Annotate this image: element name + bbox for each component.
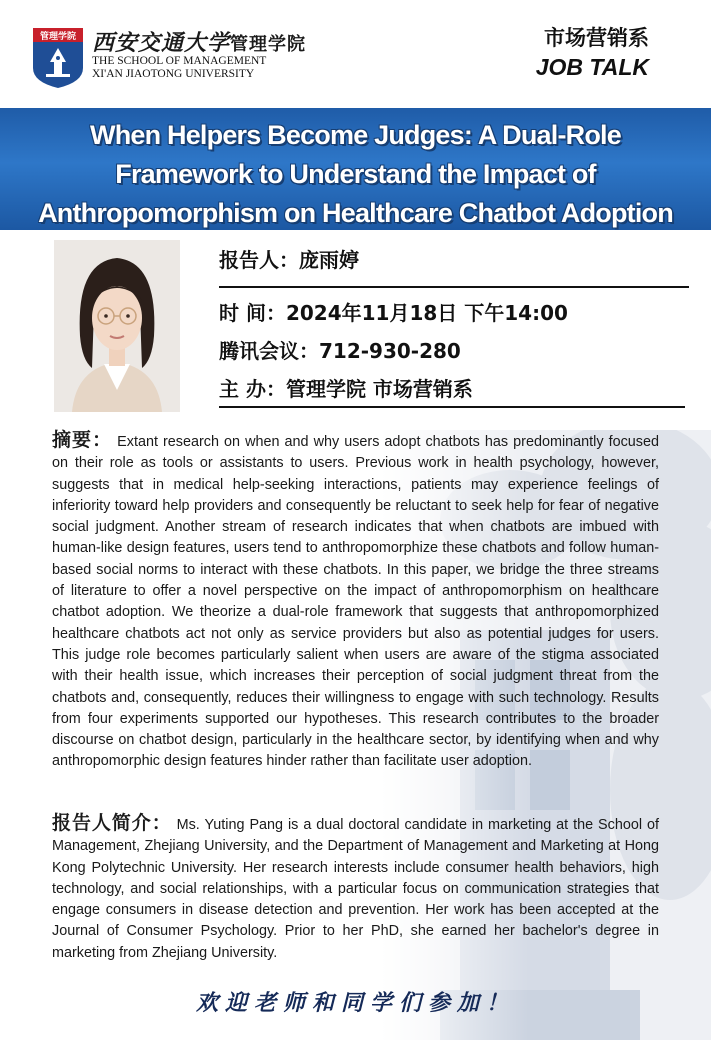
- welcome-message: 欢迎老师和同学们参加！: [195, 990, 515, 1016]
- speaker-portrait-icon: [54, 240, 180, 412]
- talk-title: [0, 116, 711, 233]
- talk-title-line2: Framework to Understand the Impact of: [115, 159, 596, 189]
- abstract-label: 摘要：: [52, 429, 113, 451]
- logo-text: 管理学院: [39, 32, 77, 42]
- abstract-section: [52, 430, 659, 773]
- bio-section: [52, 813, 659, 964]
- meeting-id: 腾讯会议：712-930-280: [219, 339, 461, 363]
- abstract-text: Extant research on when and why users adopt chatbots has predominantly focused on their role as tools or assistants to users. Previous work in health psychology, however, suggests that in medical help-seeking interactions, patients may experience feelings of inferiority toward help providers and consequently be reluctant to seek help for fear of negative social judgment. Another stream of research indicates that when chatbots are imbued with human-like design features, users tend to anthropomorphize these chatbots and follow human-based social norms to interact with these chatbots. In this paper, we bridge the three streams of literature to offer a novel perspective on the impact of anthropomorphism on healthcare chatbot adoption. We theorize a dual-role framework that suggests that anthropomorphized healthcare chatbots act not only as service providers but also as potential judges for users. This judge role becomes particularly salient when users are aware of the stigma associated with their health issue, which increases their perception of social judgment threat from the chatbots and, consequently, reduces their willingness to engage with such technology. Results from four experiments supported our hypotheses. This research contributes to the broader discourse on chatbot design, particularly in the healthcare sector, by identifying when and why anthropomorphic design features hinder rather than facilitate user adoption.: [52, 434, 659, 770]
- speaker-photo: [54, 240, 180, 412]
- speaker-name: 报告人：庞雨婷: [219, 248, 359, 272]
- department-title: 市场营销系: [544, 26, 649, 50]
- header: [0, 0, 711, 108]
- talk-title-line1: When Helpers Become Judges: A Dual-Role: [90, 120, 621, 150]
- divider: [219, 406, 685, 408]
- host-org: 主 办：管理学院 市场营销系: [219, 377, 473, 401]
- title-banner: [0, 108, 711, 230]
- bio-text: Ms. Yuting Pang is a dual doctoral candidate in marketing at the School of Management, Zhejiang University, and the Department of Management and Marketing at Hong Kong Polytechnic University. Her research interests include consumer health behaviors, high technology, and social relationships, with a particular focus on communication strategies that engage consumers in disease detection and prevention. Her work has been accepted at the Journal of Consumer Psychology. Prior to her PhD, she earned her bachelor's degree in marketing from Zhejiang University.: [52, 817, 660, 961]
- school-name-en-line2: XI'AN JIAOTONG UNIVERSITY: [92, 68, 255, 80]
- school-name-college: 管理学院: [230, 34, 307, 55]
- talk-time: 时 间：2024年11月18日 下午14:00: [219, 301, 568, 325]
- divider: [219, 286, 689, 288]
- talk-title-line3: Anthropomorphism on Healthcare Chatbot Adoption: [38, 198, 673, 228]
- bio-label: 报告人简介：: [52, 812, 172, 834]
- school-name-university: 西安交通大学: [92, 30, 231, 56]
- school-name-cn: [92, 26, 306, 57]
- school-logo-icon: [33, 28, 83, 88]
- school-name-en-line1: THE SCHOOL OF MANAGEMENT: [92, 55, 267, 67]
- job-talk-label: JOB TALK: [535, 54, 649, 80]
